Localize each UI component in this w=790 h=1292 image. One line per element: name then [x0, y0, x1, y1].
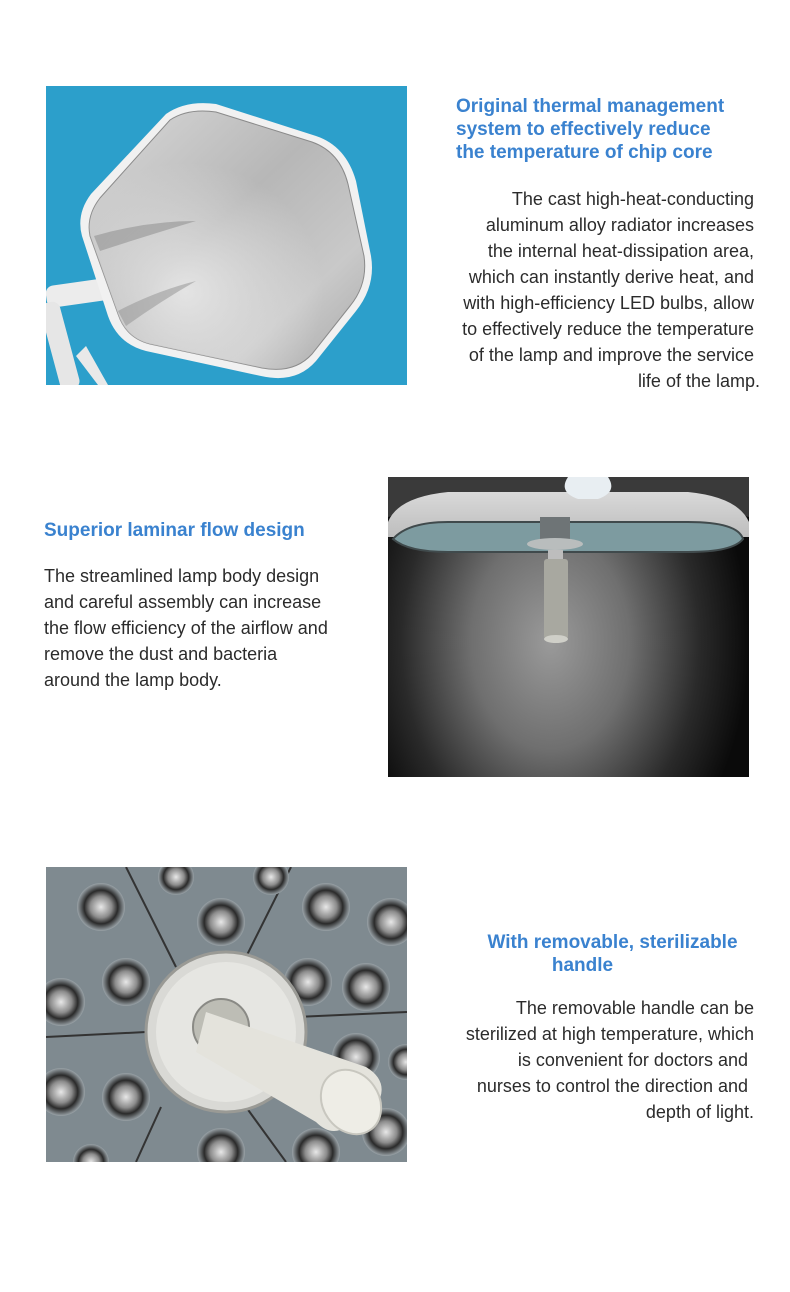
handle-body: [410, 995, 754, 1125]
laminar-flow-illustration: [388, 477, 749, 777]
thermal-text-block: [420, 95, 757, 164]
laminar-body: [44, 563, 384, 693]
body-line: life of the lamp.: [637, 371, 760, 391]
laminar-flow-photo: [388, 477, 749, 777]
body-line: the flow efficiency of the airflow and: [44, 618, 328, 638]
body-line: which can instantly derive heat, and: [468, 267, 754, 287]
body-line: is convenient for doctors and: [517, 1050, 748, 1070]
handle-text-block: [440, 931, 785, 977]
title-line: handle: [551, 955, 614, 976]
handle-title: [440, 931, 785, 977]
reflector-illustration: [46, 86, 407, 385]
body-line: and careful assembly can increase: [44, 592, 322, 612]
title-line: With removable, sterilizable: [487, 932, 738, 953]
handle-illustration: [46, 867, 407, 1162]
reflector-photo: [46, 86, 407, 385]
title-line: Original thermal management: [456, 96, 725, 117]
body-line: remove the dust and bacteria: [44, 644, 278, 664]
body-line: to effectively reduce the temperature: [462, 319, 754, 339]
thermal-body: [410, 186, 760, 394]
body-line: aluminum alloy radiator increases: [485, 215, 754, 235]
laminar-title: [44, 519, 384, 542]
body-line: nurses to control the direction and: [476, 1076, 748, 1096]
laminar-text-block: [44, 519, 384, 542]
body-line: around the lamp body.: [44, 670, 222, 690]
title-line: the temperature of chip core: [456, 142, 713, 163]
title-line: Superior laminar flow design: [44, 520, 305, 541]
body-line: the internal heat-dissipation area,: [487, 241, 754, 261]
body-line: depth of light.: [645, 1102, 754, 1122]
handle-photo: [46, 867, 407, 1162]
body-line: The removable handle can be: [515, 998, 754, 1018]
title-line: system to effectively reduce: [456, 119, 711, 140]
body-line: The cast high-heat-conducting: [511, 189, 754, 209]
thermal-title: [420, 95, 757, 164]
body-line: sterilized at high temperature, which: [465, 1024, 754, 1044]
body-line: The streamlined lamp body design: [44, 566, 320, 586]
body-line: of the lamp and improve the service: [468, 345, 754, 365]
body-line: with high-efficiency LED bulbs, allow: [463, 293, 754, 313]
